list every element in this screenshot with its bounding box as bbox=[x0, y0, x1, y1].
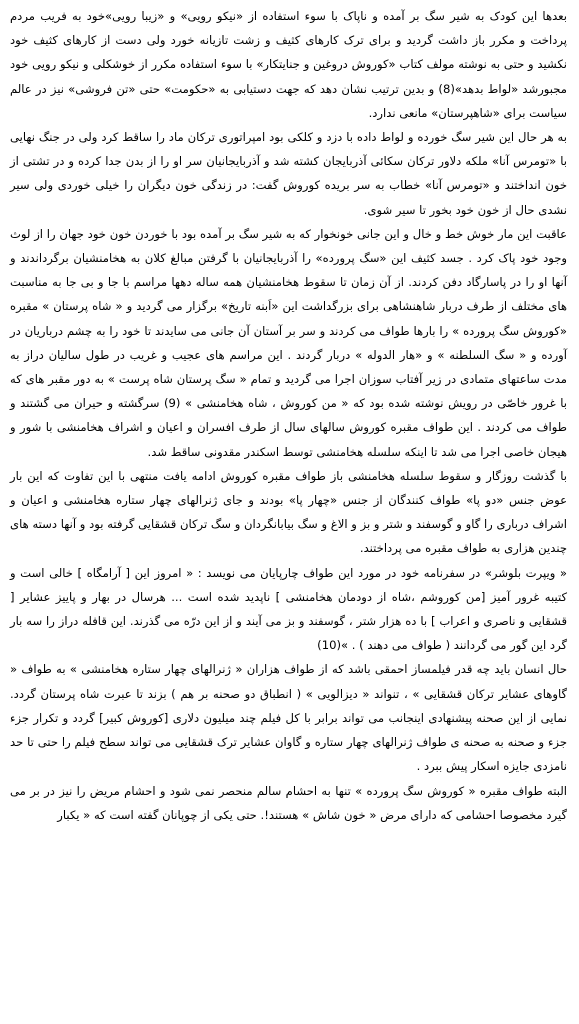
paragraph-1: بعدها این کودک به شیر سگ بر آمده و ناپاک با سوء استفاده از «نیکو رویی» و «زیبا رویی»خود به فریب مردم پرداخت و مکرر باز داشت گردید و برای ترک کارهای کثیف و زشت تازیانه خورد ولی دست از کارهای کثیف خود نکشید و حتی به نوشته مولف کتاب «کوروش دروغین و جنایتکار» با سوء استفاده مکرر از خوشکلی و نیکو رویی خود مجبورشد «لواط بدهد»(8) و بدین ترتیب نشان دهد که جهت دستیابی به «حکومت» حتی «تن فروشی» نیز در عالم سیاست برای «شاهپرستان» مانعی ندارد. bbox=[10, 9, 567, 120]
paragraph-2: به هر حال این شیر سگ خورده و لواط داده با دزد و کلکی بود امپراتوری ترکان ماد را ساقط کرد ولی در جنگ نهایی با «تومرس آنا» ملکه دلاور ترکان سکائی آذربایجان کشته شد و آذربایجانیان سر او را از بدن جدا کرده و در تشتی از خون انداختند و «تومرس آنا» خطاب به سر بریده کوروش گفت: در زندگی خون دیگران را خیلی خوردی ولی سیر نشدی حال از خون خود بخور تا سیر شوی. bbox=[10, 130, 567, 217]
paragraph-6: حال انسان باید چه قدر فیلمساز احمقی باشد که از طواف هزاران « ژنرالهای چهار ستاره هخامنشی » به طواف « گاوهای عشایر ترکان قشقایی » ، تنواند « دیزالویی » ( انطباق دو صحنه بر هم ) بزند تا عبرت شاه پرستان گردد. نمایی از این صحنه پیشنهادی اینجانب می تواند برابر با کل فیلم چند میلیون دلاری [کوروش کبیر] گردد و تکرار جزء جزء و صحنه به صحنه ی طواف ژنرالهای چهار ستاره و گاوان عشایر ترک قشقایی می تواند سطح فیلم را حتی تا حد نامزدی جایزه اسکار پیش ببرد . bbox=[10, 662, 567, 774]
paragraph-4: با گذشت روزگار و سقوط سلسله هخامنشی باز طواف مقبره کوروش ادامه یافت منتهی با این تفاوت که این بار عوض جنس «دو پا» طواف کنندگان از جنس «چهار پا» بودند و جای ژنرالهای چهار ستاره هخامنشی و اعیان و اشراف درباری را گاو و گوسفند و شتر و بز و الاغ و سگ بیابانگردان و سگ ترکان قشقایی گرفته بود و آنها دسته های چندین هزاری به طواف مقبره می پرداختند. bbox=[10, 468, 567, 556]
paragraph-7: البته طواف مقبره « کوروش سگ پرورده » تنها به احشام سالم منحصر نمی شود و احشام مریض را نیز در بر می گیرد مخصوصا احشامی که دارای مرض « خون شاش » هستند!. حتی یکی از چوپانان گفته است که « یکبار bbox=[10, 783, 567, 822]
paragraph-3: عاقبت این مار خوش خط و خال و این جانی خونخوار که به شیر سگ بر آمده بود با خوردن خون خود جهان را از لوث وجود خود پاک کرد . جسد کثیف این «سگ پرورده» را آذربایجانیان با گرفتن مبالغ کلان به هخامنشیان برگرداندند و آنها او را در پاسارگاد دفن کردند. از آن زمان تا سقوط هخامنشیان همه ساله دهها مراسم با جا و بی جا به مناسبت های مختلف از طرف دربار شاهنشاهی برای بزرگداشت این «اَبنه تاریخ» برگزار می گردید و « شاه پرستان » مقبره «کوروش سگ پرورده » را بارها طواف می کردند و سر بر آستان آن جانی می سایدند تا خود را به چشم درباریان در آورده و « سگ السلطنه » و «هار الدوله » دربار گردند . این مراسم های عجیب و غریب در طول سالیان دراز به مدت ساعتهای متمادی در زیر آفتاب سوزان اجرا می گردید و تمام « سگ پرستان شاه پرست » به دور مقبر های که با غرور خاصّی در رویش نوشته شده بود که « من کوروش ، شاه هخامنشی » (9) سرگشته و حیران می گشتند و طواف می کردند . این طواف مقبره کوروش سالهای سال از طرف افسران و اعیان و اشراف هخامنشی با شور و هیجان خاصی اجرا می شد تا اینکه سلسله هخامنشی توسط اسکندر مقدونی ساقط شد. bbox=[10, 226, 567, 459]
paragraph-5: « ویپرت بلوشر» در سفرنامه خود در مورد این طواف چارپایان می نویسد : « امروز این [ آرامگاه ] خالی است و کتیبه غرور آمیز [من کوروشم ،شاه از دودمان هخامنشی ] ناپدید شده است ... هرسال در بهار و پاییز عشایر [ قشقایی و ناصری و اعراب ] با ده هزار شتر ، گوسفند و بز می آیند و از این درّه می گذرند. این قافله دراز را سه بار گرد این گور می گردانند ( طواف می دهند ) . »(10) bbox=[10, 565, 567, 653]
